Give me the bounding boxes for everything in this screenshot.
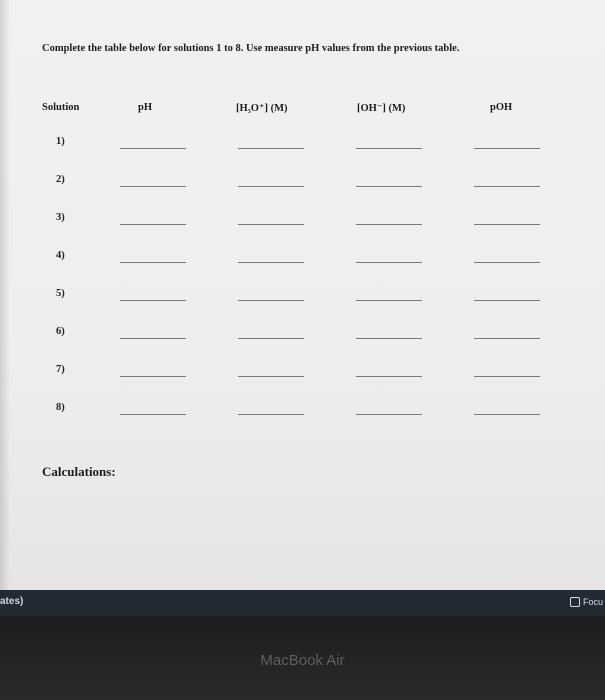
answer-blank-ph xyxy=(120,186,186,187)
answer-blank-ph xyxy=(120,224,186,225)
macbook-label: MacBook Air xyxy=(260,652,345,669)
answer-blank-ph xyxy=(120,376,186,377)
answer-blank-ph xyxy=(120,300,186,301)
focus-icon xyxy=(570,597,580,607)
answer-blank-poh xyxy=(474,414,540,415)
answer-blank-oh xyxy=(356,148,422,149)
answer-blank-poh xyxy=(474,148,540,149)
answer-blank-h3o xyxy=(238,224,304,225)
answer-blank-poh xyxy=(474,338,540,339)
answer-blank-poh xyxy=(474,262,540,263)
answer-blank-oh xyxy=(356,300,422,301)
row-label: 3) xyxy=(56,212,65,223)
calculations-label: Calculations: xyxy=(42,464,116,479)
row-label: 7) xyxy=(56,364,65,375)
row-label: 5) xyxy=(56,288,65,299)
answer-blank-h3o xyxy=(238,148,304,149)
header-oh: [OH⁻] (M) xyxy=(357,103,406,114)
answer-blank-poh xyxy=(474,186,540,187)
answer-blank-poh xyxy=(474,300,540,301)
header-solution: Solution xyxy=(42,102,80,113)
answer-blank-h3o xyxy=(238,300,304,301)
focus-label: Focu xyxy=(582,597,603,607)
header-ph: pH xyxy=(138,102,153,113)
taskbar-left-text: ates) xyxy=(0,596,24,607)
focus-button[interactable] xyxy=(568,595,605,609)
answer-blank-ph xyxy=(120,262,186,263)
row-label: 6) xyxy=(56,326,65,337)
answer-blank-oh xyxy=(356,376,422,377)
row-label: 2) xyxy=(56,174,65,185)
answer-blank-ph xyxy=(120,338,186,339)
instructions-text: Complete the table below for solutions 1 to 8. Use measure pH values from the previous table. xyxy=(42,43,460,54)
answer-blank-h3o xyxy=(238,186,304,187)
answer-blank-oh xyxy=(356,186,422,187)
row-label: 4) xyxy=(56,250,65,261)
answer-blank-ph xyxy=(120,148,186,149)
header-h3o: [H₃O⁺] (M) xyxy=(236,103,288,114)
answer-blank-h3o xyxy=(238,376,304,377)
answer-blank-poh xyxy=(474,376,540,377)
answer-blank-oh xyxy=(356,414,422,415)
answer-blank-h3o xyxy=(238,414,304,415)
answer-blank-h3o xyxy=(238,262,304,263)
answer-blank-oh xyxy=(356,224,422,225)
taskbar xyxy=(0,590,605,616)
answer-blank-ph xyxy=(120,414,186,415)
answer-blank-h3o xyxy=(238,338,304,339)
answer-blank-poh xyxy=(474,224,540,225)
row-label: 8) xyxy=(56,402,65,413)
row-label: 1) xyxy=(56,136,65,147)
page-edge-shadow xyxy=(0,0,10,590)
answer-blank-oh xyxy=(356,338,422,339)
header-poh: pOH xyxy=(490,102,513,113)
answer-blank-oh xyxy=(356,262,422,263)
